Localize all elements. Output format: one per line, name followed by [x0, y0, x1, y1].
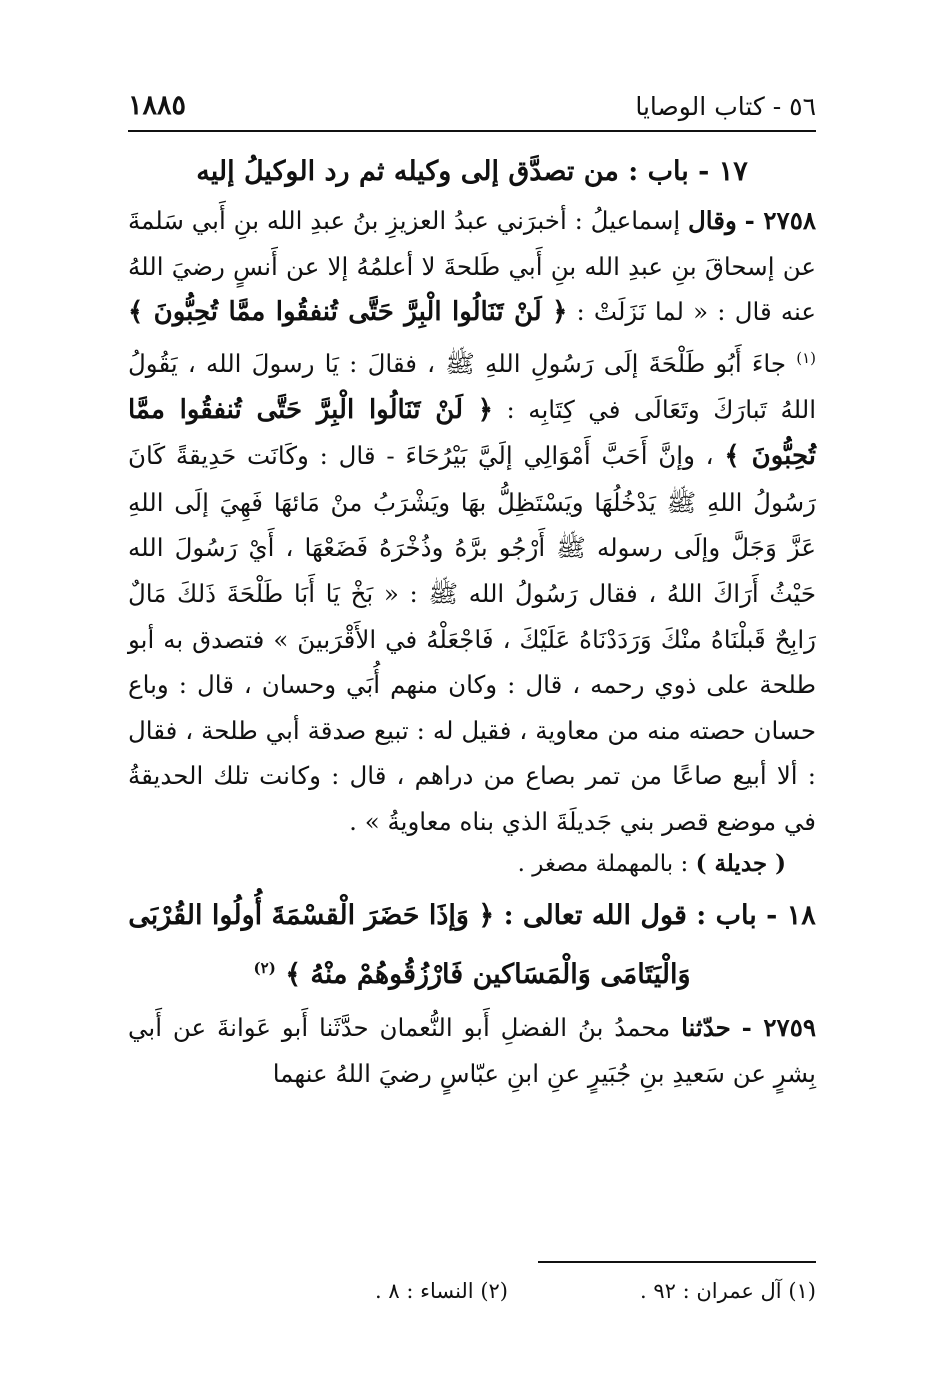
- gloss-note: [128, 844, 816, 884]
- page-body: [128, 146, 816, 1097]
- hadith-lead-word: وقال: [688, 206, 737, 235]
- hadith-text-part3: ، وإنَّ أَحَبَّ أَمْوَالِي إلَيَّ بَيْرُحَاءَ - قال : وكَانَت حَدِيقةً كَانَ رَسُولُ اللهِ ﷺ يَدْخُلُهَا ويَسْتَظِلُّ بهَا ويَشْرَبُ منْ مَائهَا فَهِيَ إلَى اللهِ عَزَّ وَجَلَّ وإلَى رسوله ﷺ أَرْجُو برَّهُ وذُخْرَهُ فَضَعْهَا ، أَيْ رَسُولَ الله حَيْثُ أَرَاكَ اللهُ ، فقال رَسُولُ الله ﷺ : « بَخْ يَا أَبَا طَلْحَةَ ذَلكَ مَالٌ رَابِحٌ قَبلْنَاهُ منْكَ وَرَدَدْنَاهُ عَلَيْكَ ، فَاجْعَلْهُ في الأَقْرَبينَ » فتصدق به أبو طلحة على ذوي رحمه ، قال : وكان منهم أُبَي وحسان ، قال : وباع حسان حصته منه من معاوية ، فقيل له : تبيع صدقة أبي طلحة ، فقال : ألا أبيع صاعًا من تمر بصاع من دراهم ، قال : وكانت تلك الحديقةُ في موضع قصر بني جَديلَةَ الذي بناه معاويةُ » .: [128, 441, 816, 836]
- hadith-number: ٢٧٥٩ -: [741, 1013, 817, 1043]
- footnote-rule: [538, 1261, 816, 1263]
- chapter-title: ٥٦ - كتاب الوصايا: [635, 92, 816, 121]
- section-18-heading-line2: [128, 942, 816, 1001]
- page-number: ١٨٨٥: [128, 90, 187, 121]
- hadith-text-part1: إسماعيلُ : أخبرَني عبدُ العزيزِ بنُ عبدِ الله بنِ أَبي سَلمةَ عن إسحاقَ بنِ عبدِ الله بنِ أَبي طَلحةَ لا أعلمُهُ إلا عن أَنسٍ رضيَ اللهُ عنه قال : « لما نَزَلَتْ :: [128, 206, 816, 327]
- hadith-lead-word: حدّثنا: [681, 1013, 731, 1043]
- gloss-term: ( جديلة ): [695, 850, 786, 878]
- footnote-1: (١) آل عمران : ٩٢ .: [640, 1279, 816, 1303]
- hadith-2759: [128, 1005, 816, 1096]
- section-18-heading-line2-text: وَالْيَتَامَى وَالْمَسَاكين فَارْزُقُوهُمْ منْهُ ﴾: [285, 959, 691, 991]
- quran-verse-1: ﴿ لَنْ تَنَالُوا الْبِرَّ حَتَّى تُنفقُوا ممَّا تُحِبُّونَ ﴾: [128, 297, 568, 328]
- hadith-2758: [128, 198, 816, 844]
- hadith-text: محمدُ بنُ الفضلِ أَبو النُّعمان حدَّثَنا أَبو عَوانةَ عن أَبي بِشرٍ عن سَعيدِ بنِ جُبَيرٍ عنِ ابنِ عبّاسٍ رضيَ اللهُ عنهما: [128, 1013, 816, 1089]
- header-rule: [128, 130, 816, 132]
- section-18-heading: [128, 890, 816, 1001]
- gloss-text: : بالمهملة مصغر .: [517, 851, 696, 878]
- section-17-heading: ١٧ - باب : من تصدَّق إلى وكيله ثم رد الوكيلُ إليه: [196, 156, 748, 187]
- running-header: [128, 92, 816, 132]
- hadith-text-part2: جاءَ أَبُو طَلْحَةَ إلَى رَسُولِ اللهِ ﷺ ، فقالَ : يَا رسولَ الله ، يَقُولُ اللهُ تَبارَكَ وتَعَالَى في كِتَابِه :: [128, 348, 816, 424]
- section-18-heading-line1: ١٨ - باب : قول الله تعالى : ﴿ وَإذَا حَضَرَ الْقسْمَةَ أُولُوا القُرْبَى: [128, 900, 816, 932]
- footnote-2: (٢) النساء : ٨ .: [375, 1279, 508, 1303]
- footnote-ref-2[interactable]: (٢): [253, 959, 276, 978]
- quran-verse-2: ﴿ لَنْ تَنَالُوا الْبِرَّ حَتَّى تُنفقُوا ممَّا تُحِبُّونَ ﴾: [128, 394, 816, 472]
- footnote-ref-1[interactable]: (١): [796, 348, 816, 367]
- hadith-number: ٢٧٥٨ -: [744, 206, 817, 235]
